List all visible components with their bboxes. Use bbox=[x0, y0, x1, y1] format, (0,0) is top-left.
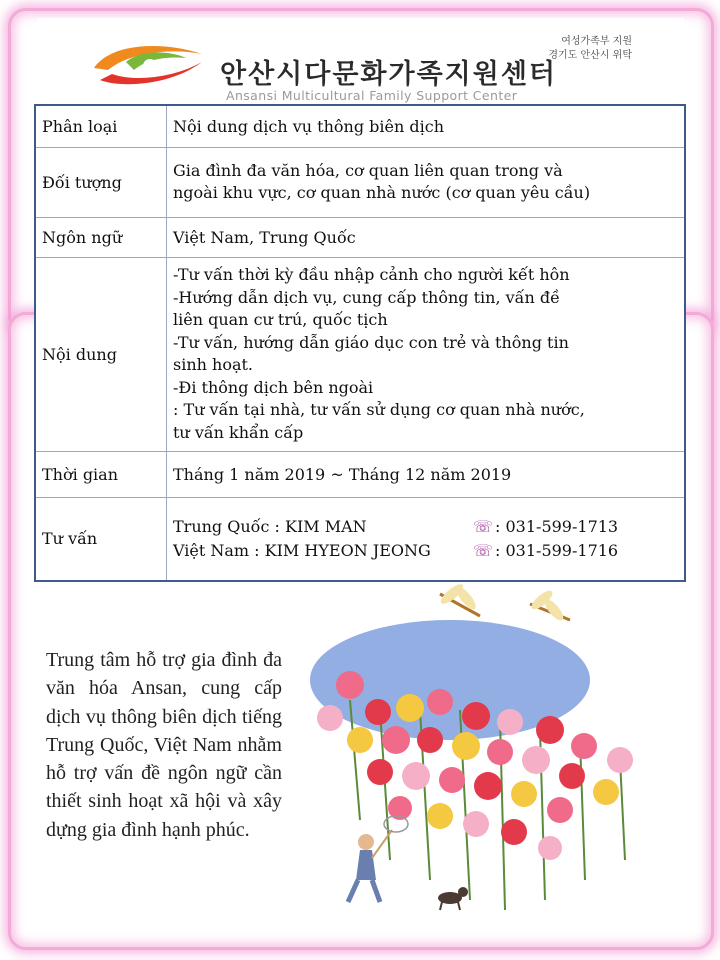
row-value-period: Tháng 1 năm 2019 ~ Tháng 12 năm 2019 bbox=[167, 451, 686, 497]
phone-icon: ☏ bbox=[473, 516, 494, 536]
center-name-english: Ansansi Multicultural Family Support Center bbox=[226, 88, 518, 103]
table-row bbox=[35, 497, 685, 581]
flower-field-illustration bbox=[300, 580, 700, 930]
operator-line: 경기도 안산시 위탁 bbox=[548, 50, 632, 61]
table-row bbox=[35, 451, 685, 497]
dog-icon bbox=[438, 887, 468, 910]
row-label-period: Thời gian bbox=[35, 451, 167, 497]
row-value-target: Gia đình đa văn hóa, cơ quan liên quan trong và ngoài khu vực, cơ quan nhà nước (cơ quan yêu cầu) bbox=[167, 147, 686, 217]
contact-china-phone: : 031-599-1713 bbox=[495, 516, 619, 536]
center-name-korean: 안산시다문화가족지원센터 bbox=[220, 59, 557, 90]
row-label-consult: Tư vấn bbox=[35, 497, 167, 581]
row-label-category: Phân loại bbox=[35, 105, 167, 147]
sponsor-line: 여성가족부 지원 bbox=[561, 36, 632, 47]
row-label-target: Đối tượng bbox=[35, 147, 167, 217]
row-value-category: Nội dung dịch vụ thông biên dịch bbox=[167, 105, 686, 147]
table-row bbox=[35, 147, 685, 217]
phone-icon: ☏ bbox=[473, 540, 494, 560]
center-description: Trung tâm hỗ trợ gia đình đa văn hóa Ansan, cung cấp dịch vụ thông biên dịch tiếng Trung Quốc, Việt Nam nhằm hỗ trợ vấn đề ngôn ngữ cần thiết sinh hoạt xã hội và xây dựng gia đình hạnh phúc. bbox=[46, 649, 282, 841]
center-logo-icon bbox=[90, 40, 208, 88]
dragonfly-right-icon bbox=[529, 588, 570, 623]
center-header bbox=[38, 18, 684, 110]
table-row bbox=[35, 105, 685, 147]
contact-china-name: Trung Quốc : KIM MAN bbox=[173, 516, 367, 536]
contact-china bbox=[173, 515, 678, 539]
service-info-table bbox=[34, 104, 686, 582]
row-label-language: Ngôn ngữ bbox=[35, 217, 167, 257]
dragonfly-left-icon bbox=[438, 581, 480, 616]
row-value-consult bbox=[167, 497, 686, 581]
contact-vietnam-phone: : 031-599-1716 bbox=[495, 540, 619, 560]
table-row bbox=[35, 217, 685, 257]
contact-vietnam-name: Việt Nam : KIM HYEON JEONG bbox=[173, 540, 431, 560]
contact-vietnam bbox=[173, 539, 678, 563]
row-value-content: -Tư vấn thời kỳ đầu nhập cảnh cho người kết hôn -Hướng dẫn dịch vụ, cung cấp thông tin, vấn đề liên quan cư trú, quốc tịch -Tư vấn, hướng dẫn giáo dục con trẻ và thông tin sinh hoạt. -Đi thông dịch bên ngoài : Tư vấn tại nhà, tư vấn sử dụng cơ quan nhà nước, tư vấn khẩn cấp bbox=[167, 257, 686, 451]
row-value-language: Việt Nam, Trung Quốc bbox=[167, 217, 686, 257]
row-label-content: Nội dung bbox=[35, 257, 167, 451]
running-child-icon bbox=[348, 816, 408, 902]
table-row bbox=[35, 257, 685, 451]
